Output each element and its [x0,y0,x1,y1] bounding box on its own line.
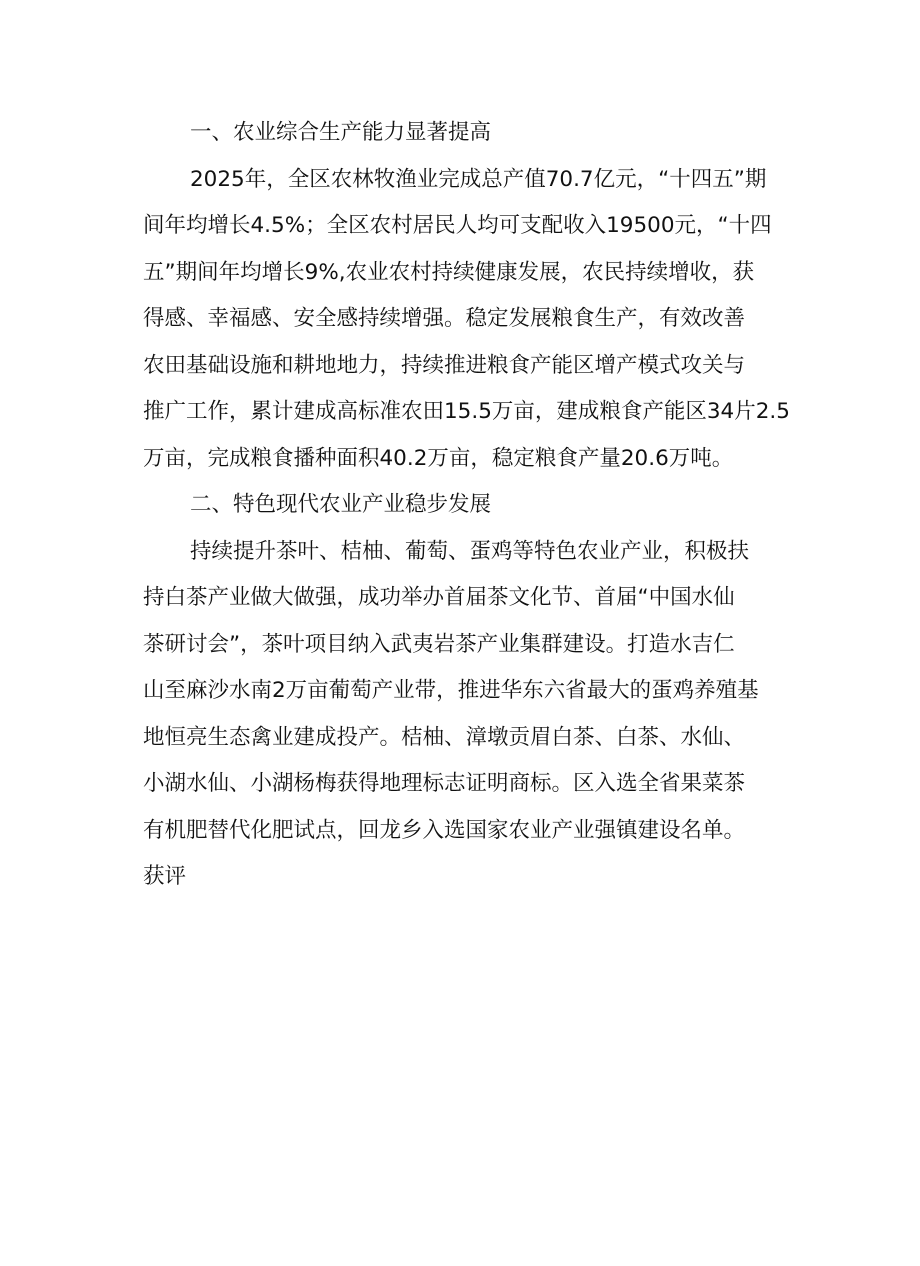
paragraph-line: 2025年，全区农林牧渔业完成总产值70.7亿元，“十四五”期 [190,166,767,192]
document-body [143,110,790,901]
section-heading-1: 一、农业综合生产能力显著提高 [190,120,492,145]
paragraph-line: 农田基础设施和耕地地力，持续推进粮食产能区增产模式攻关与 [143,352,746,378]
paragraph-line: 获评 [143,864,187,889]
paragraph-line: 地恒亮生态禽业建成投产。桔柚、漳墩贡眉白茶、白茶、水仙、 [143,724,746,750]
paragraph-line: 间年均增长4.5%；全区农村居民人均可支配收入19500元，“十四 [143,213,772,238]
paragraph-line: 万亩，完成粮食播种面积40.2万亩，稳定粮食产量20.6万吨。 [143,445,734,471]
paragraph-line: 得感、幸福感、安全感持续增强。稳定发展粮食生产，有效改善 [143,306,746,331]
paragraph-line: 小湖水仙、小湖杨梅获得地理标志证明商标。区入选全省果菜茶 [143,771,746,796]
paragraph-line: 五”期间年均增长9%,农业农村持续健康发展，农民持续增收，获 [143,259,755,285]
paragraph-line: 有机肥替代化肥试点，回龙乡入选国家农业产业强镇建设名单。 [143,817,746,843]
section-heading-2: 二、特色现代农业产业稳步发展 [190,492,492,517]
section-paragraph-2 [143,529,787,901]
paragraph-line: 持白茶产业做大做强，成功举办首届茶文化节、首届“中国水仙 [143,585,735,610]
paragraph-line: 持续提升茶叶、桔柚、葡萄、蛋鸡等特色农业产业，积极扶 [190,538,750,564]
section-paragraph-1 [143,157,790,483]
paragraph-line: 推广工作，累计建成高标准农田15.5万亩，建成粮食产能区34片2.5 [143,399,790,424]
paragraph-line: 山至麻沙水南2万亩葡萄产业带，推进华东六省最大的蛋鸡养殖基 [143,678,759,703]
paragraph-line: 茶研讨会”，茶叶项目纳入武夷岩茶产业集群建设。打造水吉仁 [143,631,735,657]
